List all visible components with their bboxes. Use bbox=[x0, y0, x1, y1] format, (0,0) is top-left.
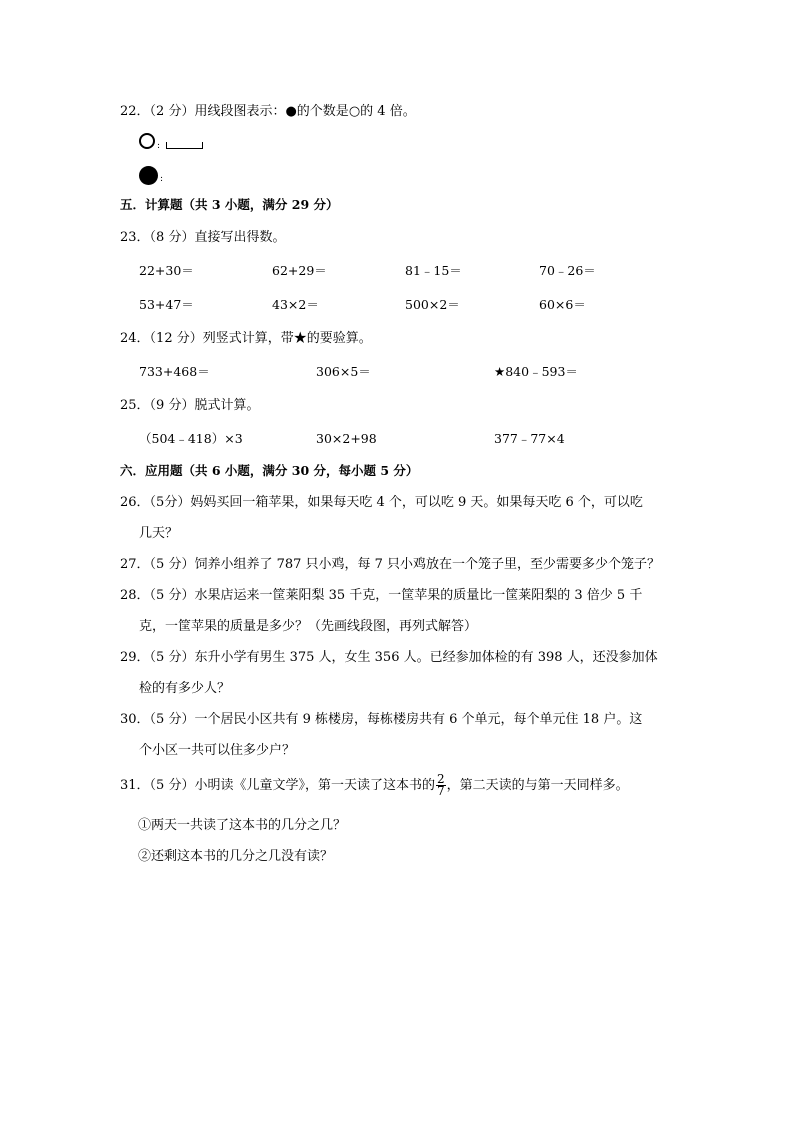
question-29: 29．（5 分）东升小学有男生 375 人，女生 356 人。已经参加体检的有 398 人，还没参加体 bbox=[120, 650, 658, 665]
q24-text-suffix: 的要验算。 bbox=[306, 331, 372, 346]
q31-subquestion-2: ②还剩这本书的几分之几没有读？ bbox=[138, 849, 334, 864]
q23-expr-1: 22+30＝ bbox=[139, 263, 194, 278]
q23-expr-8: 60×6＝ bbox=[539, 297, 586, 312]
q23-expr-4: 70﹣26＝ bbox=[539, 263, 596, 278]
q31-text-prefix: 31．（5 分）小明读《儿童文学》，第一天读了这本书的 bbox=[120, 778, 435, 793]
q25-expr-1: （504﹣418）×3 bbox=[139, 431, 243, 446]
question-26: 26．（5分）妈妈买回一箱苹果，如果每天吃 4 个，可以吃 9 天。如果每天吃 6 个，可以吃 bbox=[120, 495, 643, 510]
fraction-two-sevenths bbox=[436, 774, 446, 797]
q23-expr-3: 81﹣15＝ bbox=[405, 263, 462, 278]
q22-text-prefix: 22．（2 分）用线段图表示： bbox=[120, 104, 286, 119]
question-23: 23．（8 分）直接写出得数。 bbox=[120, 230, 286, 245]
q25-expr-3: 377﹣77×4 bbox=[494, 431, 565, 446]
section-5-heading: 五．计算题（共 3 小题，满分 29 分） bbox=[120, 197, 339, 212]
q25-expr-2: 30×2+98 bbox=[316, 431, 377, 446]
open-circle-label-colon: : bbox=[157, 141, 161, 151]
q23-expr-2: 62+29＝ bbox=[272, 263, 327, 278]
filled-circle-icon: ● bbox=[285, 104, 297, 119]
q31-text-suffix: ，第二天读的与第一天同样多。 bbox=[446, 778, 629, 793]
q24-expr-2: 306×5＝ bbox=[316, 364, 371, 379]
q23-expr-5: 53+47＝ bbox=[139, 297, 194, 312]
q31-subquestion-1: ①两天一共读了这本书的几分之几？ bbox=[138, 818, 347, 833]
q22-text-suffix: 的 4 倍。 bbox=[360, 104, 416, 119]
fraction-numerator: 2 bbox=[436, 772, 445, 786]
q24-text-prefix: 24．（12 分）列竖式计算，带 bbox=[120, 331, 294, 346]
filled-circle-shape-icon bbox=[139, 166, 158, 185]
question-26-cont: 几天？ bbox=[139, 526, 179, 541]
line-segment-diagram bbox=[166, 142, 203, 149]
q24-expr-1: 733+468＝ bbox=[139, 364, 210, 379]
star-icon: ★ bbox=[293, 331, 307, 346]
question-27: 27．（5 分）饲养小组养了 787 只小鸡，每 7 只小鸡放在一个笼子里，至少需要多少个笼子？ bbox=[120, 557, 661, 572]
question-29-cont: 检的有多少人？ bbox=[139, 681, 231, 696]
question-22 bbox=[120, 103, 416, 121]
question-31 bbox=[120, 773, 629, 799]
question-24 bbox=[120, 330, 372, 348]
q24-expr-3: ★840﹣593＝ bbox=[494, 364, 578, 379]
question-30-cont: 个小区一共可以住多少户？ bbox=[139, 743, 296, 758]
q23-expr-6: 43×2＝ bbox=[272, 297, 319, 312]
open-circle-shape-icon bbox=[139, 133, 155, 149]
filled-circle-label-colon: : bbox=[160, 174, 164, 184]
question-25: 25．（9 分）脱式计算。 bbox=[120, 398, 260, 413]
question-28: 28．（5 分）水果店运来一筐莱阳梨 35 千克，一筐苹果的质量比一筐莱阳梨的 3 倍少 5 千 bbox=[120, 588, 643, 603]
section-6-heading: 六．应用题（共 6 小题，满分 30 分，每小题 5 分） bbox=[120, 463, 419, 478]
question-28-cont: 克，一筐苹果的质量是多少？（先画线段图，再列式解答） bbox=[139, 619, 478, 634]
open-circle-icon: ○ bbox=[348, 104, 361, 119]
q23-expr-7: 500×2＝ bbox=[405, 297, 460, 312]
q22-text-mid: 的个数是 bbox=[296, 104, 349, 119]
question-30: 30．（5 分）一个居民小区共有 9 栋楼房，每栋楼房共有 6 个单元，每个单元住 18 户。这 bbox=[120, 712, 643, 727]
fraction-denominator: 7 bbox=[436, 784, 445, 798]
